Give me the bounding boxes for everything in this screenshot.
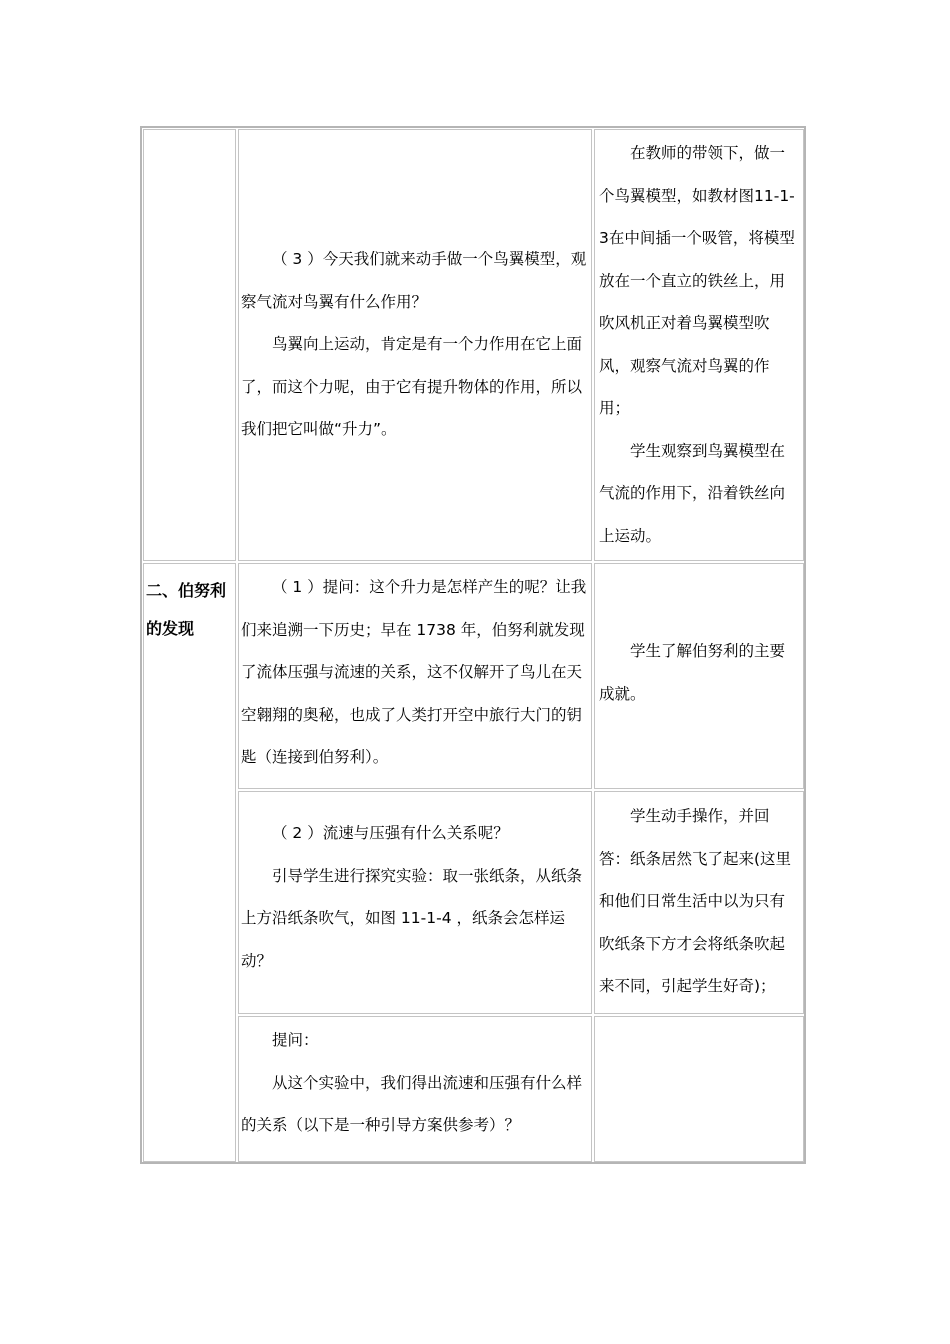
row2a-student-text: 学生了解伯努利的主要成就。 bbox=[599, 642, 786, 703]
row2c-teacher-cell bbox=[238, 1016, 592, 1162]
row1-teacher-cell bbox=[238, 129, 592, 561]
section2-title: 二、伯努利的发现 bbox=[146, 581, 227, 638]
row1-stage-cell bbox=[143, 129, 236, 561]
row2c-teacher-question: 提问： bbox=[272, 1031, 319, 1049]
row2b-student-cell bbox=[594, 791, 804, 1014]
row1-student-cell bbox=[594, 129, 804, 561]
row2b-teacher-guide: 引导学生进行探究实验：取一张纸条，从纸条上方沿纸条吹气，如图 11-1-4 ，纸条会怎样运动？ bbox=[241, 866, 583, 970]
row2b-teacher-cell bbox=[238, 791, 592, 1014]
lesson-plan-table bbox=[140, 126, 806, 1164]
row2a-teacher-cell bbox=[238, 563, 592, 789]
row2a-teacher-text: （ 1 ）提问：这个升力是怎样产生的呢？让我们来追溯一下历史；早在 1738 年，伯努利就发现了流体压强与流速的关系，这不仅解开了鸟儿在天空翱翔的奥秘，也成了人类打开空中旅行大门的钥匙（连接到伯努利）。 bbox=[241, 578, 587, 766]
row1-teacher-explain: 鸟翼向上运动，肯定是有一个力作用在它上面了，而这个力呢，由于它有提升物体的作用，所以我们把它叫做“升力”。 bbox=[241, 335, 583, 438]
row2b-teacher-question: （ 2 ）流速与压强有什么关系呢？ bbox=[272, 824, 509, 842]
section2-stage-cell bbox=[143, 563, 236, 1162]
row2b-student-text: 学生动手操作，并回答：纸条居然飞了起来(这里和他们日常生活中以为只有吹纸条下方才会将纸条吹起来不同，引起学生好奇)； bbox=[599, 807, 792, 995]
row1-student-p2: 学生观察到鸟翼模型在气流的作用下，沿着铁丝向上运动。 bbox=[599, 441, 786, 545]
row2a-student-cell bbox=[594, 563, 804, 789]
row2c-student-cell bbox=[594, 1016, 804, 1162]
row2c-teacher-body: 从这个实验中，我们得出流速和压强有什么样的关系（以下是一种引导方案供参考）？ bbox=[241, 1073, 583, 1134]
row1-student-p1: 在教师的带领下，做一个鸟翼模型，如教材图11-1-3在中间插一个吸管，将模型放在一个直立的铁丝上，用吹风机正对着鸟翼模型吹风，观察气流对鸟翼的作用； bbox=[599, 144, 795, 417]
row1-teacher-q3: （ 3 ）今天我们就来动手做一个鸟翼模型，观察气流对鸟翼有什么作用？ bbox=[241, 250, 587, 311]
